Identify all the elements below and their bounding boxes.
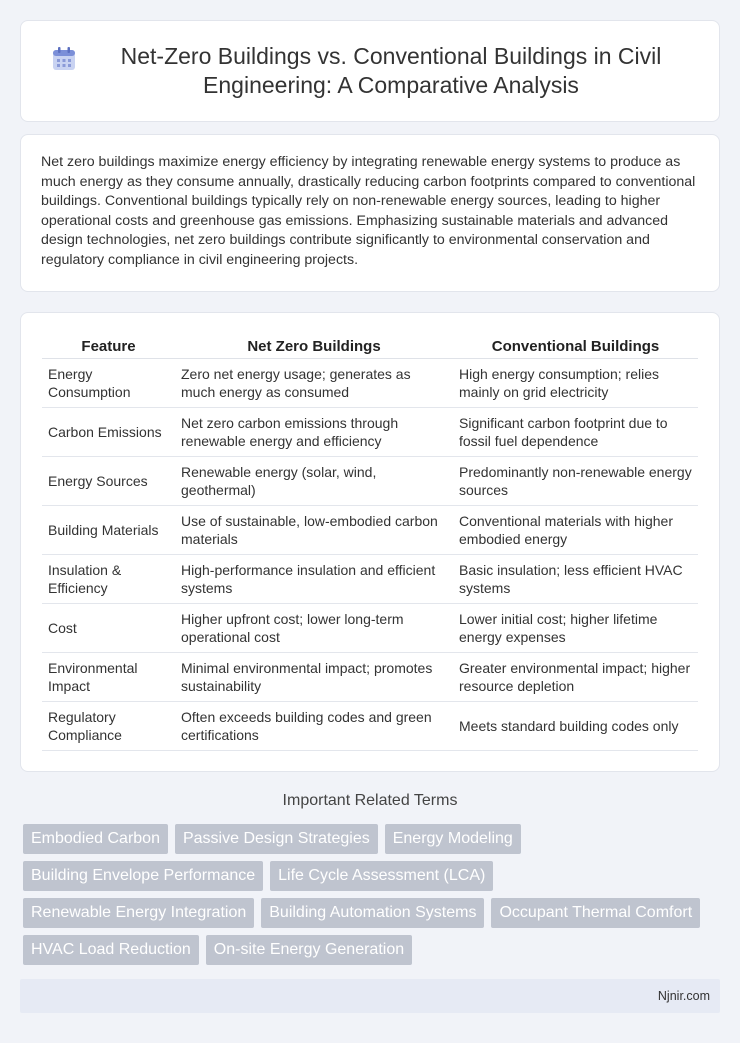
tag-building-envelope-performance[interactable]: Building Envelope Performance: [23, 861, 263, 891]
feature-cell: Carbon Emissions: [42, 408, 175, 457]
title-card: [20, 20, 720, 122]
tag-row: [23, 935, 723, 965]
tag-row: [23, 824, 723, 854]
conventional-cell: Greater environmental impact; higher resource depletion: [453, 653, 698, 702]
table-row: [42, 408, 698, 457]
footer-site-link[interactable]: Njnir.com: [657, 989, 710, 1003]
net-zero-cell: Minimal environmental impact; promotes sustainability: [175, 653, 453, 702]
net-zero-cell: Renewable energy (solar, wind, geothermal): [175, 457, 453, 506]
conventional-cell: Basic insulation; less efficient HVAC systems: [453, 555, 698, 604]
intro-card: [20, 134, 720, 292]
header-conventional: Conventional Buildings: [453, 333, 698, 359]
header-net-zero: Net Zero Buildings: [175, 333, 453, 359]
table-row: [42, 555, 698, 604]
related-terms-title: Important Related Terms: [282, 792, 458, 809]
tag-life-cycle-assessment[interactable]: Life Cycle Assessment (LCA): [270, 861, 493, 891]
net-zero-cell: Use of sustainable, low-embodied carbon materials: [175, 506, 453, 555]
tag-on-site-energy-generation[interactable]: On-site Energy Generation: [206, 935, 412, 965]
tag-hvac-load-reduction[interactable]: HVAC Load Reduction: [23, 935, 199, 965]
conventional-cell: Meets standard building codes only: [453, 702, 698, 751]
table-row: [42, 457, 698, 506]
feature-cell: Building Materials: [42, 506, 175, 555]
conventional-cell: High energy consumption; relies mainly on grid electricity: [453, 359, 698, 408]
table-header-row: [42, 333, 698, 359]
related-terms-tags: [23, 824, 723, 972]
comparison-table: [42, 333, 698, 751]
tag-passive-design-strategies[interactable]: Passive Design Strategies: [175, 824, 378, 854]
intro-paragraph: Net zero buildings maximize energy efficiency by integrating renewable energy systems to produce as much energy as they consume annually, drastically reducing carbon footprints compared to conventional buildings. Conventional buildings typically rely on non-renewable energy sources, leading to higher operational costs and greenhouse gas emissions. Emphasizing sustainable materials and advanced design technologies, net zero buildings contribute significantly to environmental conservation and regulatory compliance in civil engineering projects.: [41, 154, 696, 268]
conventional-cell: Lower initial cost; higher lifetime energy expenses: [453, 604, 698, 653]
page-title: Net-Zero Buildings vs. Conventional Buildings in Civil Engineering: A Comparative Analysis: [120, 43, 662, 98]
tag-building-automation-systems[interactable]: Building Automation Systems: [261, 898, 484, 928]
net-zero-cell: Often exceeds building codes and green certifications: [175, 702, 453, 751]
feature-cell: Energy Sources: [42, 457, 175, 506]
net-zero-cell: Higher upfront cost; lower long-term operational cost: [175, 604, 453, 653]
feature-cell: Cost: [42, 604, 175, 653]
table-row: [42, 506, 698, 555]
conventional-cell: Significant carbon footprint due to fossil fuel dependence: [453, 408, 698, 457]
net-zero-cell: High-performance insulation and efficient systems: [175, 555, 453, 604]
conventional-cell: Conventional materials with higher embodied energy: [453, 506, 698, 555]
conventional-cell: Predominantly non-renewable energy sources: [453, 457, 698, 506]
comparison-table-card: [20, 312, 720, 772]
feature-cell: Environmental Impact: [42, 653, 175, 702]
table-row: [42, 653, 698, 702]
table-row: [42, 604, 698, 653]
net-zero-cell: Net zero carbon emissions through renewable energy and efficiency: [175, 408, 453, 457]
header-feature: Feature: [42, 333, 175, 359]
table-row: [42, 359, 698, 408]
net-zero-cell: Zero net energy usage; generates as much energy as consumed: [175, 359, 453, 408]
feature-cell: Energy Consumption: [42, 359, 175, 408]
tag-occupant-thermal-comfort[interactable]: Occupant Thermal Comfort: [491, 898, 700, 928]
tag-renewable-energy-integration[interactable]: Renewable Energy Integration: [23, 898, 254, 928]
table-row: [42, 702, 698, 751]
feature-cell: Regulatory Compliance: [42, 702, 175, 751]
calendar-icon: [51, 46, 77, 72]
footer: [20, 979, 720, 1013]
feature-cell: Insulation & Efficiency: [42, 555, 175, 604]
tag-energy-modeling[interactable]: Energy Modeling: [385, 824, 521, 854]
tag-row: [23, 861, 723, 891]
tag-row: [23, 898, 723, 928]
tag-embodied-carbon[interactable]: Embodied Carbon: [23, 824, 168, 854]
